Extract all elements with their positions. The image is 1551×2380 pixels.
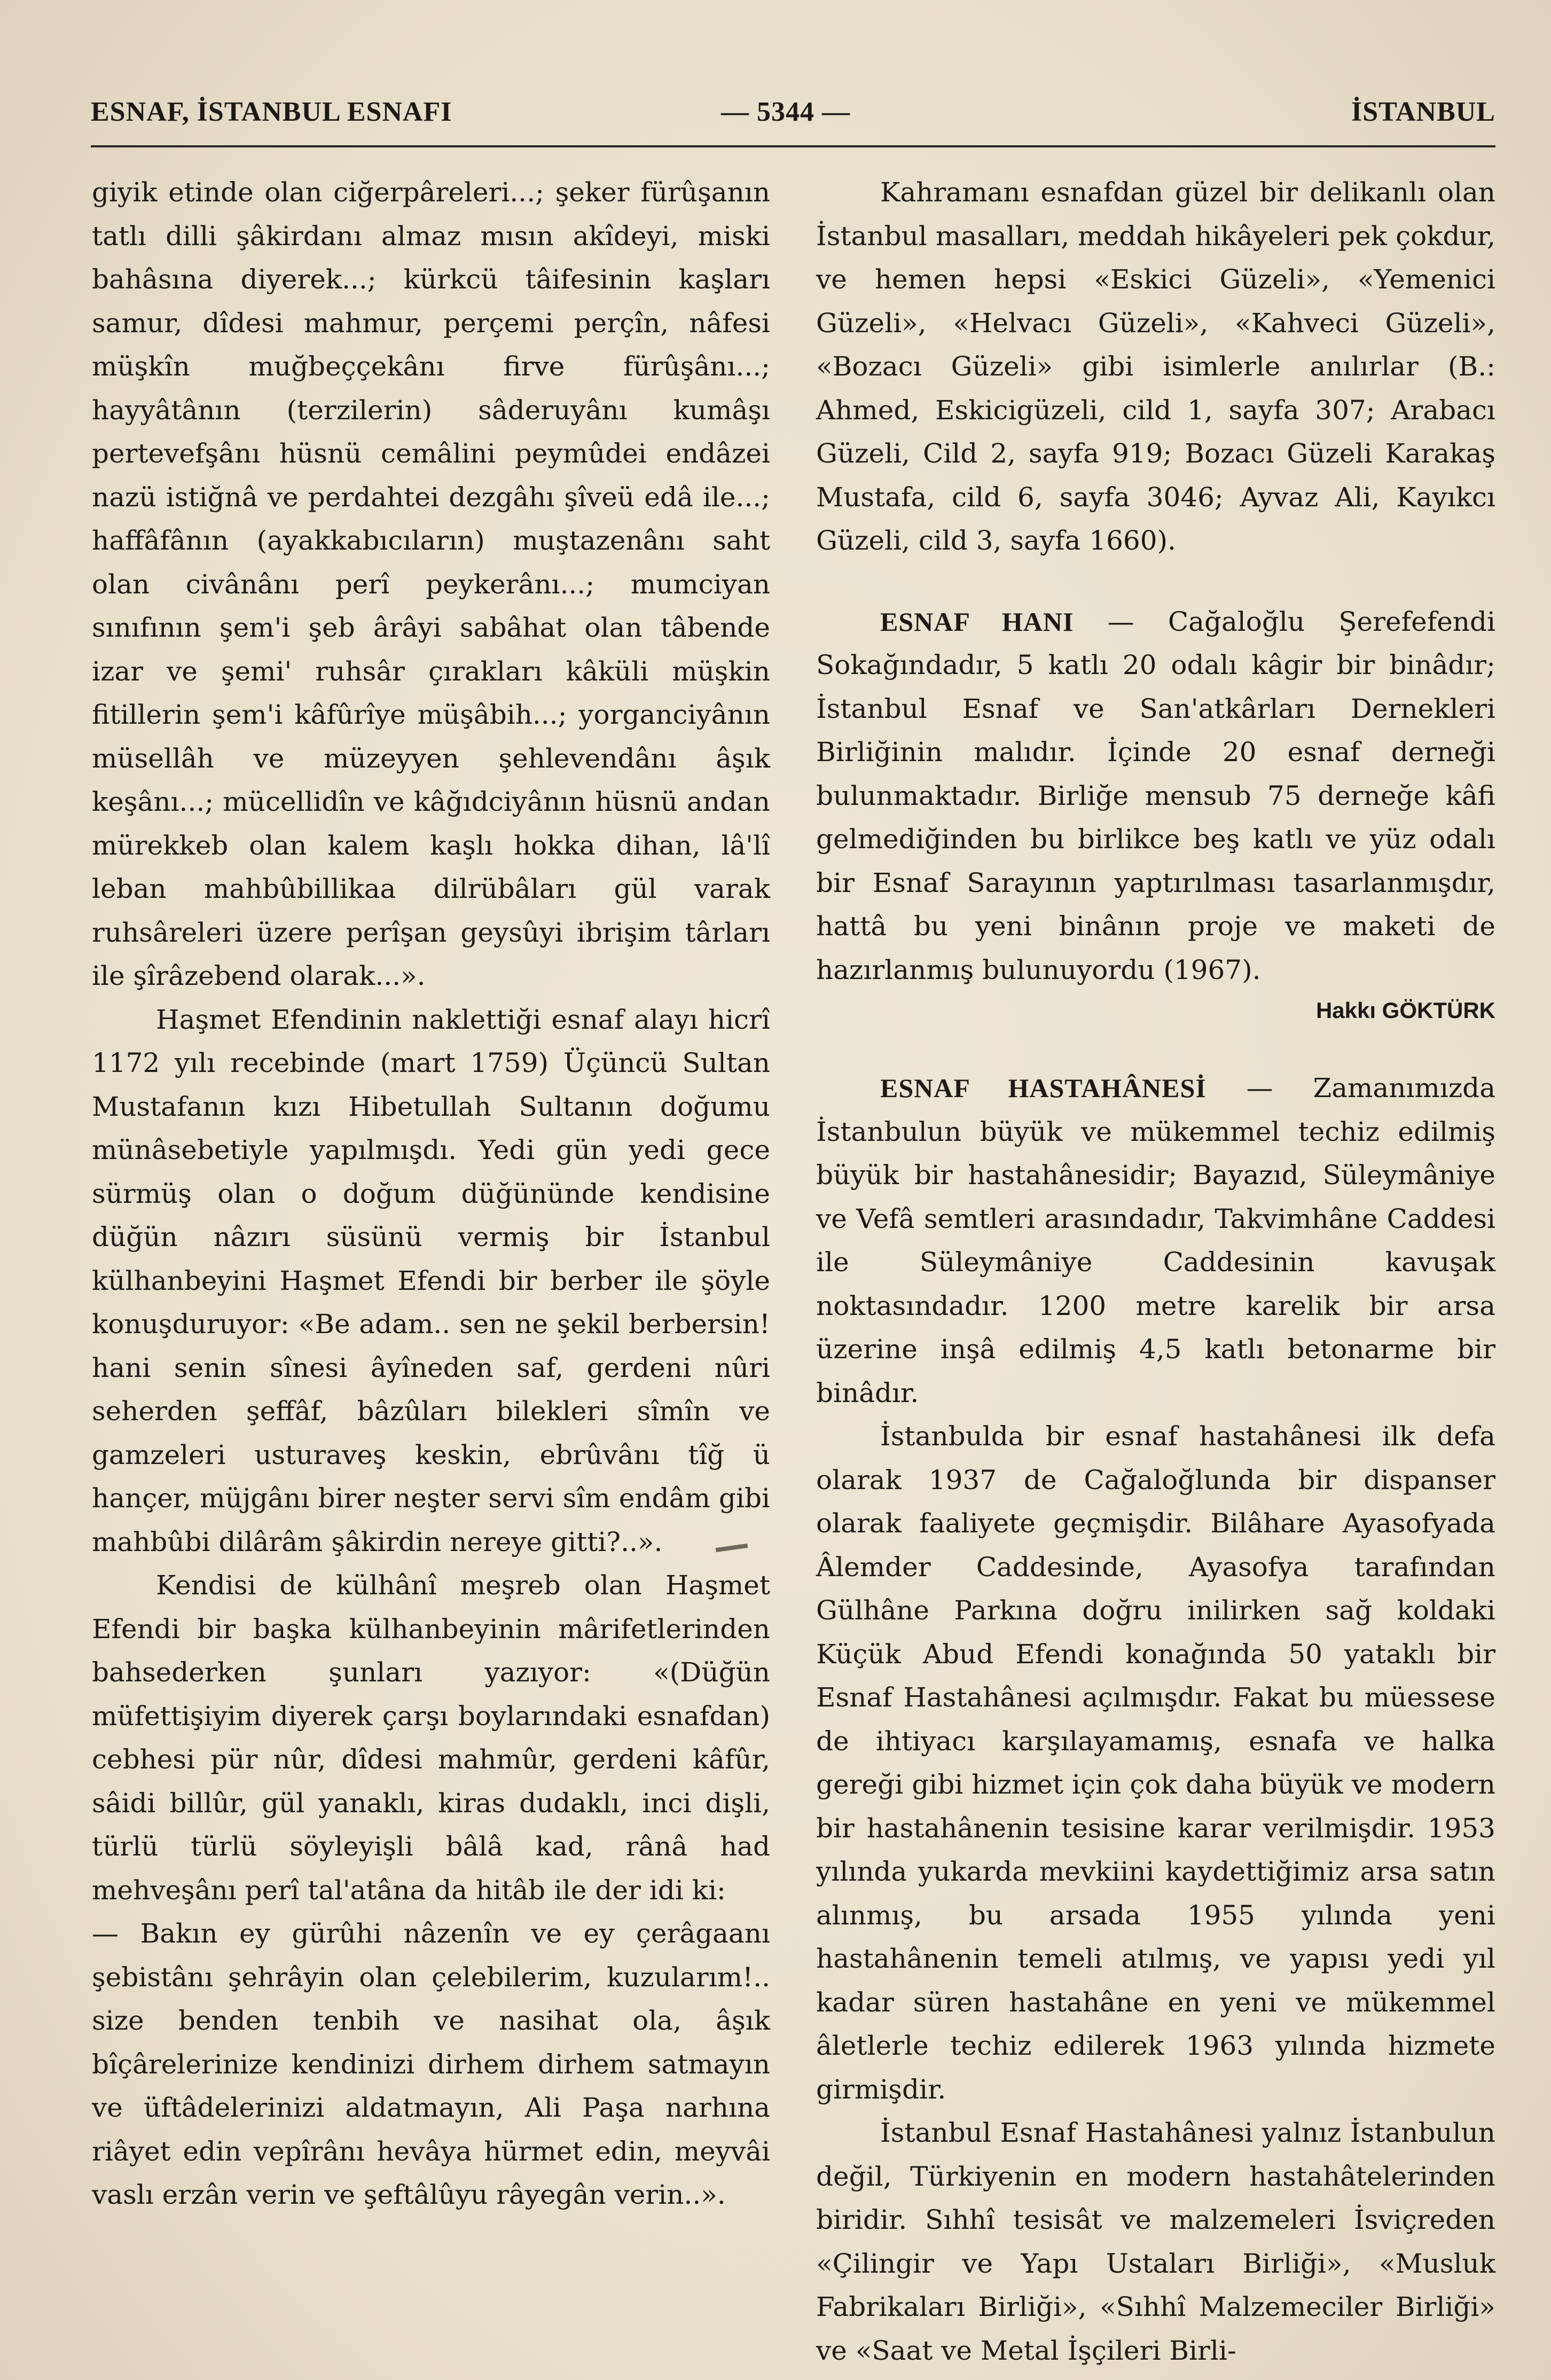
running-header (91, 91, 1495, 139)
right-paragraph-hastahane-2: İstanbulda bir esnaf hastahânesi ilk defa olarak 1937 de Cağaloğlunda bir dispanser olarak faaliyete geçmişdir. Bilâhare Ayasofyada Âlemder Caddesinde, Ayasofya tarafından Gülhâne Parkına doğru inilirken sağ koldaki Küçük Abud Efendi konağında 50 yataklı bir Esnaf Hastahânesi açılmışdır. Fakat bu müessese de ihtiyacı karşılayamamış, esnafa ve halka gereği gibi hizmet için çok daha büyük ve modern bir hastahânenin tesisine karar verilmişdir. 1953 yılında yukarda mevkiini kaydettiğimiz arsa satın alınmış, bu arsada 1955 yılında yeni hastahânenin temeli atılmış, ve yapısı yedi yıl kadar süren hastahâne en yeni ve mükemmel âletlerle techiz edilerek 1963 yılında hizmete girmişdir. (816, 1421, 1495, 2105)
left-paragraph-1: giyik etinde olan ciğerpâreleri...; şeker fürûşanın tatlı dilli şâkirdanı almaz mısın akîdeyi, miski bahâsına diyerek...; kürkcü tâifesinin kaşları samur, dîdesi mahmur, perçemi perçîn, nâfesi müşkîn muğbeççekânı firve fürûşânı...; hayyâtânın (terzilerin) sâderuyânı kumâşı pertevefşânı hüsnü cemâlini peymûdei endâzei nazü istiğnâ ve perdahtei dezgâhı şîveü edâ ile...; haffâfânın (ayakkabıcıların) muştazenânı saht olan civânânı perî peykerânı...; mumciyan sınıfının şem'i şeb ârâyi sabâhat olan tâbende izar ve şemi' ruhsâr çırakları kâküli müşkin fitillerin şem'i kâfûrîye müşâbih...; yorganciyânın müsellâh ve müzeyyen şehlevendânı âşık keşânı...; mücellidîn ve kâğıdciyânın hüsnü andan mürekkeb olan kalem kaşlı hokka dihan, lâ'lî leban mahbûbillikaa dilrübâları gül varak ruhsâreleri üzere perîşan geysûyi ibrişim târları ile şîrâzebend olarak...». (92, 177, 770, 991)
entry-body-esnaf-hani: — Cağaloğlu Şerefefendi Sokağındadır, 5 katlı 20 odalı kâgir bir binâdır; İstanbul Esnaf ve San'atkârları Dernekleri Birliğinin malıdır. İçinde 20 esnaf derneği bulunmaktadır. Birliğe mensub 75 derneğe kâfi gelmediğinden bu birlikce beş katlı ve yüz odalı bir Esnaf Sarayının yaptırılması tasarlanmışdır, hattâ bu yeni binânın proje ve maketi de hazırlanmış bulunuyordu (1967). (816, 606, 1495, 985)
header-left-title: ESNAF, İSTANBUL ESNAFI (91, 97, 452, 127)
entry-title-esnaf-hastahanesi: ESNAF HASTAHÂNESİ (880, 1073, 1207, 1103)
author-signature: Hakkı GÖKTÜRK (1315, 998, 1495, 1023)
left-paragraph-3: Kendisi de külhânî meşreb olan Haşmet Efendi bir başka külhanbeyinin mârifetlerinden bahsederken şunları yazıyor: «(Düğün müfettişiyim diyerek çarşı boylarındaki esnafdan) cebhesi pür nûr, dîdesi mahmûr, gerdeni kâfûr, sâidi billûr, gül yanaklı, kiras dudaklı, inci dişli, türlü türlü söyleyişli bâlâ kad, rânâ had mehveşânı perî tal'atâna da hitâb ile der idi ki: (92, 1570, 770, 1906)
header-right-title: İSTANBUL (1351, 97, 1495, 127)
page-number: — 5344 — (721, 97, 850, 127)
left-paragraph-2: Haşmet Efendinin naklettiği esnaf alayı hicrî 1172 yılı recebinde (mart 1759) Üçüncü Sultan Mustafanın kızı Hibetullah Sultanın doğumu münâsebetiyle yapılmışdı. Yedi gün yedi gece sürmüş olan o doğum düğününde kendisine düğün nâzırı süsünü vermiş bir İstanbul külhanbeyini Haşmet Efendi bir berber ile şöyle konuşduruyor: «Be adam.. sen ne şekil berbersin! hani senin sînesi âyîneden saf, gerdeni nûri seherden şeffâf, bâzûları bilekleri sîmîn ve gamzeleri usturaveş keskin, ebrûvânı tîğ ü hançer, müjgânı birer neşter servi sîm endâm gibi mahbûbi dilârâm şâkirdin nereye gitti?..». (92, 1004, 770, 1557)
entry-esnaf-hani (816, 600, 1495, 992)
left-column (92, 171, 770, 2217)
left-paragraph-4: — Bakın ey gürûhi nâzenîn ve ey çerâgaanı şebistânı şehrâyin olan çelebilerim, kuzularım!.. size benden tenbih ve nasihat ola, âşık bîçârelerinize kendinizi dirhem dirhem satmayın ve üftâdelerinizi aldatmayın, Ali Paşa narhına riâyet edin vepîrânı hevâya hürmet edin, meyvâi vaslı erzân verin ve şeftâlûyu râyegân verin..». (92, 1918, 770, 2210)
entry-esnaf-hastahanesi (816, 1067, 1495, 1415)
entry-title-esnaf-hani: ESNAF HANI (880, 606, 1074, 637)
right-column (816, 171, 1495, 2373)
right-paragraph-hastahane-3: İstanbul Esnaf Hastahânesi yalnız İstanbulun değil, Türkiyenin en modern hastahâtelerinden biridir. Sıhhî tesisât ve malzemeleri İsviçreden «Çilingir ve Yapı Ustaları Birliği», «Musluk Fabrikaları Birliği», «Sıhhî Malzemeciler Birliği» ve «Saat ve Metal İşçileri Birli- (816, 2117, 1495, 2366)
entry-body-esnaf-hastahanesi: — Zamanımızda İstanbulun büyük ve mükemmel techiz edilmiş büyük bir hastahânesidir; Bayazıd, Süleymâniye ve Vefâ semtleri arasındadır, Takvimhâne Caddesi ile Süleymâniye Caddesinin kavuşak noktasındadır. 1200 metre karelik bir arsa üzerine inşâ edilmiş 4,5 katlı betonarme bir binâdır. (816, 1072, 1495, 1408)
right-paragraph-1: Kahramanı esnafdan güzel bir delikanlı olan İstanbul masalları, meddah hikâyeleri pek çokdur, ve hemen hepsi «Eskici Güzeli», «Yemenici Güzeli», «Helvacı Güzeli», «Kahveci Güzeli», «Bozacı Güzeli» gibi isimlerle anılırlar (B.: Ahmed, Eskicigüzeli, cild 1, sayfa 307; Arabacı Güzeli, Cild 2, sayfa 919; Bozacı Güzeli Karakaş Mustafa, cild 6, sayfa 3046; Ayvaz Ali, Kayıkcı Güzeli, cild 3, sayfa 1660). (816, 177, 1495, 556)
header-rule (91, 145, 1495, 147)
